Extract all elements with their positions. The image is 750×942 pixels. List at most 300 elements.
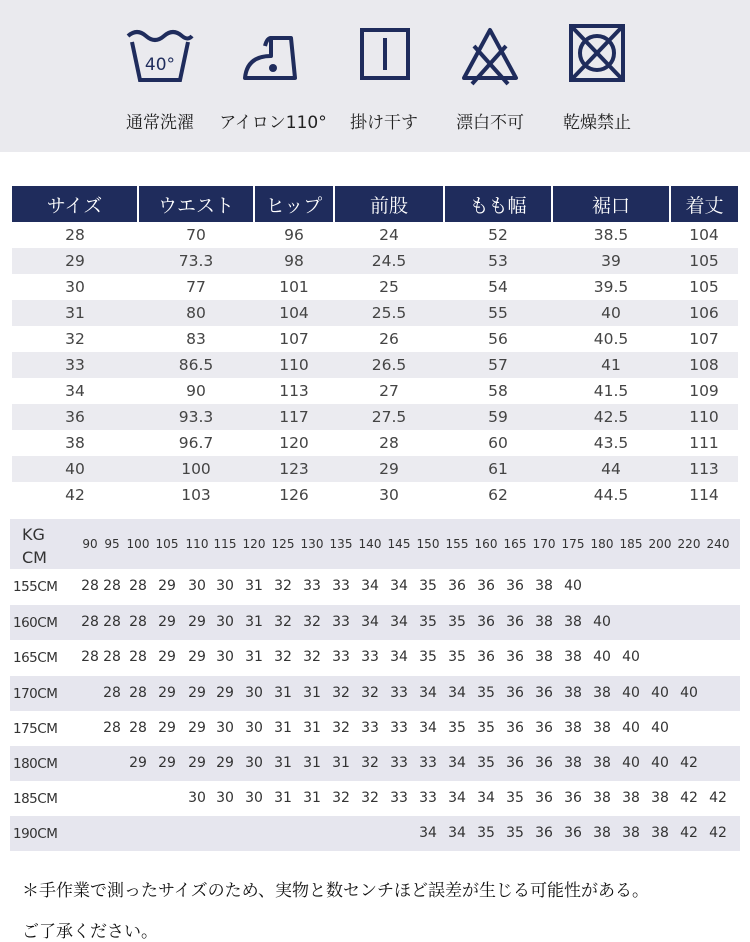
size-table-cell: 113 bbox=[279, 382, 309, 400]
grid-weight-label: 175 bbox=[561, 537, 585, 551]
grid-weight-label: 95 bbox=[104, 537, 120, 551]
grid-size-cell: 36 bbox=[477, 649, 495, 665]
grid-size-cell: 33 bbox=[390, 790, 408, 806]
grid-size-cell: 36 bbox=[535, 720, 553, 736]
grid-height-row bbox=[10, 569, 740, 604]
grid-height-row bbox=[10, 746, 740, 781]
size-table-cell: 104 bbox=[254, 300, 334, 326]
grid-size-cell: 36 bbox=[564, 825, 582, 841]
grid-size-cell: 38 bbox=[535, 578, 553, 594]
grid-size-cell: 29 bbox=[129, 755, 147, 771]
size-table-cell: 59 bbox=[444, 404, 552, 430]
grid-size-cell: 33 bbox=[332, 649, 350, 665]
grid-size-cell: 40 bbox=[680, 685, 698, 701]
size-table-row bbox=[12, 248, 738, 274]
size-table-cell: 30 bbox=[379, 486, 399, 504]
grid-size-cell: 35 bbox=[448, 649, 466, 665]
size-table-cell: 62 bbox=[488, 486, 508, 504]
grid-size-cell: 35 bbox=[448, 614, 466, 630]
grid-size-cell: 30 bbox=[188, 790, 206, 806]
size-table-cell: 120 bbox=[279, 434, 309, 452]
grid-size-cell: 31 bbox=[303, 685, 321, 701]
size-table-row bbox=[12, 404, 738, 430]
grid-size-cell: 32 bbox=[332, 790, 350, 806]
grid-size-cell: 35 bbox=[419, 614, 437, 630]
grid-size-cell: 34 bbox=[477, 790, 495, 806]
grid-size-cell: 38 bbox=[593, 825, 611, 841]
no-bleach-icon bbox=[454, 22, 526, 90]
size-table-cell: 100 bbox=[138, 456, 254, 482]
header-hip: ヒップ bbox=[254, 186, 334, 222]
grid-size-cell: 38 bbox=[622, 790, 640, 806]
grid-size-cell: 30 bbox=[188, 578, 206, 594]
size-table-cell: 38.5 bbox=[593, 226, 629, 244]
wash-40-icon bbox=[124, 22, 196, 90]
grid-size-cell: 42 bbox=[680, 790, 698, 806]
iron-icon bbox=[237, 22, 309, 90]
header-waist: ウエスト bbox=[138, 186, 254, 222]
size-table-cell: 126 bbox=[279, 486, 309, 504]
grid-size-cell: 31 bbox=[245, 614, 263, 630]
grid-size-cell: 40 bbox=[593, 614, 611, 630]
grid-size-cell: 36 bbox=[535, 790, 553, 806]
grid-size-cell: 35 bbox=[506, 790, 524, 806]
grid-size-cell: 29 bbox=[158, 578, 176, 594]
size-table-cell: 107 bbox=[689, 330, 719, 348]
grid-size-cell: 42 bbox=[709, 825, 727, 841]
size-table bbox=[12, 186, 738, 508]
grid-height-row bbox=[10, 781, 740, 816]
grid-size-cell: 36 bbox=[448, 578, 466, 594]
grid-size-cell: 33 bbox=[332, 614, 350, 630]
grid-height-row bbox=[10, 605, 740, 640]
grid-size-cell: 31 bbox=[245, 649, 263, 665]
size-table-cell: 39 bbox=[552, 248, 670, 274]
header-size: サイズ bbox=[12, 186, 138, 222]
wash-temp-text: 40° bbox=[144, 55, 176, 75]
grid-size-cell: 32 bbox=[332, 720, 350, 736]
grid-size-cell: 31 bbox=[303, 755, 321, 771]
grid-weight-label: 185 bbox=[619, 537, 643, 551]
grid-size-cell: 32 bbox=[332, 685, 350, 701]
size-table-cell: 30 bbox=[65, 278, 85, 296]
size-table-row bbox=[12, 482, 738, 508]
grid-size-cell: 28 bbox=[103, 614, 121, 630]
grid-size-cell: 38 bbox=[593, 685, 611, 701]
grid-size-cell: 28 bbox=[129, 685, 147, 701]
grid-size-cell: 30 bbox=[245, 685, 263, 701]
size-table-cell: 70 bbox=[186, 226, 206, 244]
size-table-row bbox=[12, 274, 738, 300]
grid-size-cell: 35 bbox=[477, 720, 495, 736]
size-table-cell: 106 bbox=[670, 300, 738, 326]
grid-size-cell: 29 bbox=[158, 720, 176, 736]
grid-size-cell: 29 bbox=[158, 649, 176, 665]
size-table-row bbox=[12, 300, 738, 326]
size-table-row bbox=[12, 352, 738, 378]
grid-size-cell: 38 bbox=[564, 685, 582, 701]
grid-size-cell: 35 bbox=[477, 825, 495, 841]
grid-weight-label: 240 bbox=[706, 537, 730, 551]
grid-size-cell: 40 bbox=[564, 578, 582, 594]
grid-weight-label: 130 bbox=[300, 537, 324, 551]
size-table-cell: 25.5 bbox=[334, 300, 444, 326]
size-table-cell: 32 bbox=[65, 330, 85, 348]
grid-size-cell: 34 bbox=[448, 755, 466, 771]
grid-weight-label: 90 bbox=[82, 537, 98, 551]
grid-size-cell: 34 bbox=[448, 790, 466, 806]
grid-size-cell: 31 bbox=[332, 755, 350, 771]
size-table-cell: 34 bbox=[65, 382, 85, 400]
grid-size-cell: 35 bbox=[419, 578, 437, 594]
grid-size-cell: 40 bbox=[593, 649, 611, 665]
grid-size-cell: 32 bbox=[274, 578, 292, 594]
grid-size-cell: 30 bbox=[216, 790, 234, 806]
grid-size-cell: 38 bbox=[593, 720, 611, 736]
grid-size-cell: 33 bbox=[332, 578, 350, 594]
grid-size-cell: 30 bbox=[216, 614, 234, 630]
grid-size-cell: 32 bbox=[361, 790, 379, 806]
grid-size-cell: 30 bbox=[245, 720, 263, 736]
grid-size-cell: 31 bbox=[303, 790, 321, 806]
grid-size-cell: 29 bbox=[158, 685, 176, 701]
grid-size-cell: 28 bbox=[103, 685, 121, 701]
grid-weight-label: 140 bbox=[358, 537, 382, 551]
grid-size-cell: 38 bbox=[651, 825, 669, 841]
grid-weight-label: 135 bbox=[329, 537, 353, 551]
grid-size-cell: 31 bbox=[245, 578, 263, 594]
grid-size-cell: 38 bbox=[564, 720, 582, 736]
size-table-cell: 54 bbox=[488, 278, 508, 296]
size-table-cell: 61 bbox=[444, 456, 552, 482]
grid-size-cell: 30 bbox=[216, 578, 234, 594]
size-table-cell: 24 bbox=[379, 226, 399, 244]
header-hem: 裾口 bbox=[552, 186, 670, 222]
grid-weight-label: 145 bbox=[387, 537, 411, 551]
grid-size-cell: 31 bbox=[303, 720, 321, 736]
grid-size-cell: 29 bbox=[188, 755, 206, 771]
size-table-cell: 58 bbox=[488, 382, 508, 400]
grid-size-cell: 30 bbox=[216, 649, 234, 665]
grid-size-cell: 35 bbox=[419, 649, 437, 665]
size-table-cell: 29 bbox=[334, 456, 444, 482]
size-table-cell: 93.3 bbox=[138, 404, 254, 430]
grid-height-label: 175CM bbox=[13, 721, 58, 737]
grid-height-label: 185CM bbox=[13, 791, 58, 807]
size-table-cell: 55 bbox=[444, 300, 552, 326]
size-table-cell: 105 bbox=[670, 248, 738, 274]
grid-size-cell: 33 bbox=[390, 685, 408, 701]
size-table-cell: 86.5 bbox=[138, 352, 254, 378]
grid-size-cell: 42 bbox=[709, 790, 727, 806]
size-table-cell: 26.5 bbox=[334, 352, 444, 378]
size-table-cell: 109 bbox=[689, 382, 719, 400]
grid-size-cell: 30 bbox=[245, 755, 263, 771]
grid-height-label: 165CM bbox=[13, 650, 58, 666]
grid-size-cell: 38 bbox=[535, 614, 553, 630]
grid-size-cell: 32 bbox=[303, 614, 321, 630]
size-table-row bbox=[12, 326, 738, 352]
grid-weight-label: 125 bbox=[271, 537, 295, 551]
grid-size-cell: 34 bbox=[448, 825, 466, 841]
grid-size-cell: 31 bbox=[274, 755, 292, 771]
grid-size-cell: 29 bbox=[188, 614, 206, 630]
size-table-cell: 27 bbox=[379, 382, 399, 400]
care-label-wash: 通常洗濯 bbox=[126, 113, 194, 133]
size-table-cell: 110 bbox=[670, 404, 738, 430]
grid-size-cell: 38 bbox=[535, 649, 553, 665]
grid-size-cell: 33 bbox=[419, 755, 437, 771]
grid-size-cell: 38 bbox=[564, 614, 582, 630]
size-table-cell: 44.5 bbox=[593, 486, 629, 504]
size-table-cell: 101 bbox=[279, 278, 309, 296]
size-table-cell: 117 bbox=[254, 404, 334, 430]
size-table-cell: 113 bbox=[670, 456, 738, 482]
grid-size-cell: 30 bbox=[216, 720, 234, 736]
size-table-cell: 27.5 bbox=[334, 404, 444, 430]
size-table-cell: 31 bbox=[12, 300, 138, 326]
grid-size-cell: 34 bbox=[390, 614, 408, 630]
grid-size-cell: 33 bbox=[390, 720, 408, 736]
grid-height-row bbox=[10, 711, 740, 746]
size-table-cell: 29 bbox=[12, 248, 138, 274]
size-table-cell: 40 bbox=[12, 456, 138, 482]
grid-size-cell: 34 bbox=[361, 614, 379, 630]
grid-size-cell: 40 bbox=[622, 685, 640, 701]
grid-size-cell: 29 bbox=[158, 614, 176, 630]
size-table-cell: 77 bbox=[186, 278, 206, 296]
grid-size-cell: 33 bbox=[361, 720, 379, 736]
grid-size-cell: 38 bbox=[564, 649, 582, 665]
size-table-cell: 39.5 bbox=[593, 278, 629, 296]
grid-size-cell: 32 bbox=[303, 649, 321, 665]
grid-size-cell: 33 bbox=[303, 578, 321, 594]
grid-weight-label: 100 bbox=[126, 537, 150, 551]
size-table-cell: 103 bbox=[181, 486, 211, 504]
size-table-cell: 28 bbox=[379, 434, 399, 452]
grid-size-cell: 35 bbox=[506, 825, 524, 841]
grid-size-cell: 32 bbox=[361, 755, 379, 771]
size-table-cell: 28 bbox=[65, 226, 85, 244]
grid-weight-label: 180 bbox=[590, 537, 614, 551]
grid-weight-label: 200 bbox=[648, 537, 672, 551]
grid-size-cell: 28 bbox=[103, 649, 121, 665]
size-table-cell: 105 bbox=[689, 278, 719, 296]
grid-size-cell: 40 bbox=[651, 720, 669, 736]
grid-weight-label: 115 bbox=[213, 537, 237, 551]
size-table-cell: 60 bbox=[488, 434, 508, 452]
grid-size-cell: 35 bbox=[477, 685, 495, 701]
grid-weight-label: 220 bbox=[677, 537, 701, 551]
grid-size-cell: 36 bbox=[564, 790, 582, 806]
care-label-dry: 乾燥禁止 bbox=[563, 113, 631, 133]
grid-size-cell: 33 bbox=[419, 790, 437, 806]
grid-size-cell: 33 bbox=[361, 649, 379, 665]
grid-height-label: 155CM bbox=[13, 579, 58, 595]
grid-size-cell: 36 bbox=[535, 825, 553, 841]
grid-corner-cm: CM bbox=[22, 548, 47, 567]
size-table-cell: 43.5 bbox=[593, 434, 629, 452]
grid-size-cell: 34 bbox=[419, 720, 437, 736]
grid-size-cell: 40 bbox=[622, 755, 640, 771]
size-table-cell: 73.3 bbox=[138, 248, 254, 274]
grid-size-cell: 28 bbox=[129, 720, 147, 736]
grid-size-cell: 34 bbox=[390, 649, 408, 665]
size-table-cell: 96.7 bbox=[178, 434, 214, 452]
size-table-cell: 80 bbox=[138, 300, 254, 326]
grid-height-label: 180CM bbox=[13, 756, 58, 772]
care-instructions-panel bbox=[0, 0, 750, 152]
grid-size-cell: 38 bbox=[651, 790, 669, 806]
header-rise: 前股 bbox=[334, 186, 444, 222]
size-table-cell: 25 bbox=[379, 278, 399, 296]
grid-size-cell: 40 bbox=[651, 685, 669, 701]
size-table-cell: 26 bbox=[379, 330, 399, 348]
grid-size-cell: 32 bbox=[361, 685, 379, 701]
grid-size-cell: 36 bbox=[477, 578, 495, 594]
grid-size-cell: 36 bbox=[535, 685, 553, 701]
grid-size-cell: 35 bbox=[448, 720, 466, 736]
care-label-iron: アイロン110° bbox=[219, 113, 327, 133]
grid-size-cell: 28 bbox=[81, 578, 99, 594]
size-table-cell: 108 bbox=[670, 352, 738, 378]
grid-size-cell: 36 bbox=[506, 649, 524, 665]
grid-size-cell: 28 bbox=[103, 720, 121, 736]
grid-size-cell: 36 bbox=[506, 755, 524, 771]
grid-size-cell: 42 bbox=[680, 755, 698, 771]
grid-size-cell: 29 bbox=[216, 685, 234, 701]
grid-size-cell: 29 bbox=[188, 685, 206, 701]
grid-height-label: 160CM bbox=[13, 615, 58, 631]
grid-size-cell: 40 bbox=[622, 720, 640, 736]
size-table-cell: 98 bbox=[254, 248, 334, 274]
grid-weight-label: 155 bbox=[445, 537, 469, 551]
grid-size-cell: 36 bbox=[506, 578, 524, 594]
grid-size-cell: 42 bbox=[680, 825, 698, 841]
size-table-cell: 111 bbox=[689, 434, 719, 452]
grid-corner-kg: KG bbox=[22, 525, 45, 544]
grid-weight-label: 105 bbox=[155, 537, 179, 551]
grid-size-cell: 28 bbox=[103, 578, 121, 594]
grid-weight-label: 110 bbox=[185, 537, 209, 551]
no-tumble-dry-icon bbox=[561, 22, 633, 90]
grid-size-cell: 38 bbox=[622, 825, 640, 841]
grid-size-cell: 29 bbox=[188, 649, 206, 665]
grid-size-cell: 34 bbox=[419, 825, 437, 841]
grid-size-cell: 28 bbox=[81, 614, 99, 630]
grid-size-cell: 31 bbox=[274, 720, 292, 736]
size-table-cell: 33 bbox=[12, 352, 138, 378]
size-table-cell: 90 bbox=[186, 382, 206, 400]
size-table-cell: 38 bbox=[65, 434, 85, 452]
grid-size-cell: 28 bbox=[129, 578, 147, 594]
size-table-cell: 53 bbox=[444, 248, 552, 274]
size-table-cell: 42 bbox=[65, 486, 85, 504]
size-table-header-row bbox=[12, 186, 738, 222]
grid-size-cell: 36 bbox=[506, 614, 524, 630]
hang-dry-icon bbox=[348, 22, 420, 90]
grid-size-cell: 36 bbox=[535, 755, 553, 771]
grid-size-cell: 40 bbox=[651, 755, 669, 771]
size-table-row bbox=[12, 378, 738, 404]
size-table-cell: 42.5 bbox=[552, 404, 670, 430]
size-table-cell: 24.5 bbox=[334, 248, 444, 274]
header-thigh: もも幅 bbox=[444, 186, 552, 222]
size-table-cell: 40.5 bbox=[593, 330, 629, 348]
grid-size-cell: 34 bbox=[419, 685, 437, 701]
grid-size-cell: 30 bbox=[245, 790, 263, 806]
grid-size-cell: 38 bbox=[593, 755, 611, 771]
grid-size-cell: 40 bbox=[622, 649, 640, 665]
grid-size-cell: 29 bbox=[188, 720, 206, 736]
size-table-row bbox=[12, 456, 738, 482]
size-table-row bbox=[12, 430, 738, 456]
size-table-cell: 36 bbox=[12, 404, 138, 430]
grid-size-cell: 33 bbox=[390, 755, 408, 771]
size-table-cell: 96 bbox=[284, 226, 304, 244]
size-table-cell: 52 bbox=[488, 226, 508, 244]
grid-size-cell: 35 bbox=[477, 755, 495, 771]
header-length: 着丈 bbox=[670, 186, 738, 222]
note-line-1: ＊手作業で測ったサイズのため、実物と数センチほど誤差が生じる可能性がある。 bbox=[22, 881, 649, 901]
grid-size-cell: 36 bbox=[506, 685, 524, 701]
grid-height-label: 170CM bbox=[13, 686, 58, 702]
grid-height-row bbox=[10, 640, 740, 675]
grid-weight-label: 170 bbox=[532, 537, 556, 551]
grid-size-cell: 28 bbox=[129, 649, 147, 665]
grid-size-cell: 36 bbox=[506, 720, 524, 736]
care-label-hang: 掛け干す bbox=[350, 113, 418, 133]
grid-height-row bbox=[10, 816, 740, 851]
size-table-cell: 110 bbox=[254, 352, 334, 378]
size-table-cell: 44 bbox=[552, 456, 670, 482]
size-table-cell: 123 bbox=[254, 456, 334, 482]
grid-weight-label: 150 bbox=[416, 537, 440, 551]
grid-size-cell: 32 bbox=[274, 614, 292, 630]
grid-size-cell: 29 bbox=[158, 755, 176, 771]
size-table-cell: 104 bbox=[689, 226, 719, 244]
grid-height-row bbox=[10, 676, 740, 711]
grid-size-cell: 38 bbox=[564, 755, 582, 771]
grid-size-cell: 34 bbox=[448, 685, 466, 701]
grid-size-cell: 36 bbox=[477, 614, 495, 630]
grid-weight-header bbox=[10, 519, 740, 569]
grid-weight-label: 160 bbox=[474, 537, 498, 551]
size-table-cell: 57 bbox=[444, 352, 552, 378]
grid-weight-label: 120 bbox=[242, 537, 266, 551]
size-table-cell: 56 bbox=[488, 330, 508, 348]
size-table-cell: 114 bbox=[689, 486, 719, 504]
grid-size-cell: 34 bbox=[390, 578, 408, 594]
size-table-cell: 41 bbox=[552, 352, 670, 378]
size-table-cell: 83 bbox=[186, 330, 206, 348]
grid-size-cell: 28 bbox=[81, 649, 99, 665]
grid-size-cell: 31 bbox=[274, 685, 292, 701]
size-table-cell: 107 bbox=[279, 330, 309, 348]
grid-size-cell: 34 bbox=[361, 578, 379, 594]
grid-size-cell: 38 bbox=[593, 790, 611, 806]
size-table-cell: 41.5 bbox=[593, 382, 629, 400]
size-table-cell: 40 bbox=[552, 300, 670, 326]
grid-height-label: 190CM bbox=[13, 826, 58, 842]
grid-weight-label: 165 bbox=[503, 537, 527, 551]
grid-size-cell: 29 bbox=[216, 755, 234, 771]
size-table-row bbox=[12, 222, 738, 248]
care-label-bleach: 漂白不可 bbox=[456, 113, 524, 133]
note-line-2: ご了承ください。 bbox=[22, 922, 158, 942]
grid-size-cell: 31 bbox=[274, 790, 292, 806]
grid-size-cell: 32 bbox=[274, 649, 292, 665]
